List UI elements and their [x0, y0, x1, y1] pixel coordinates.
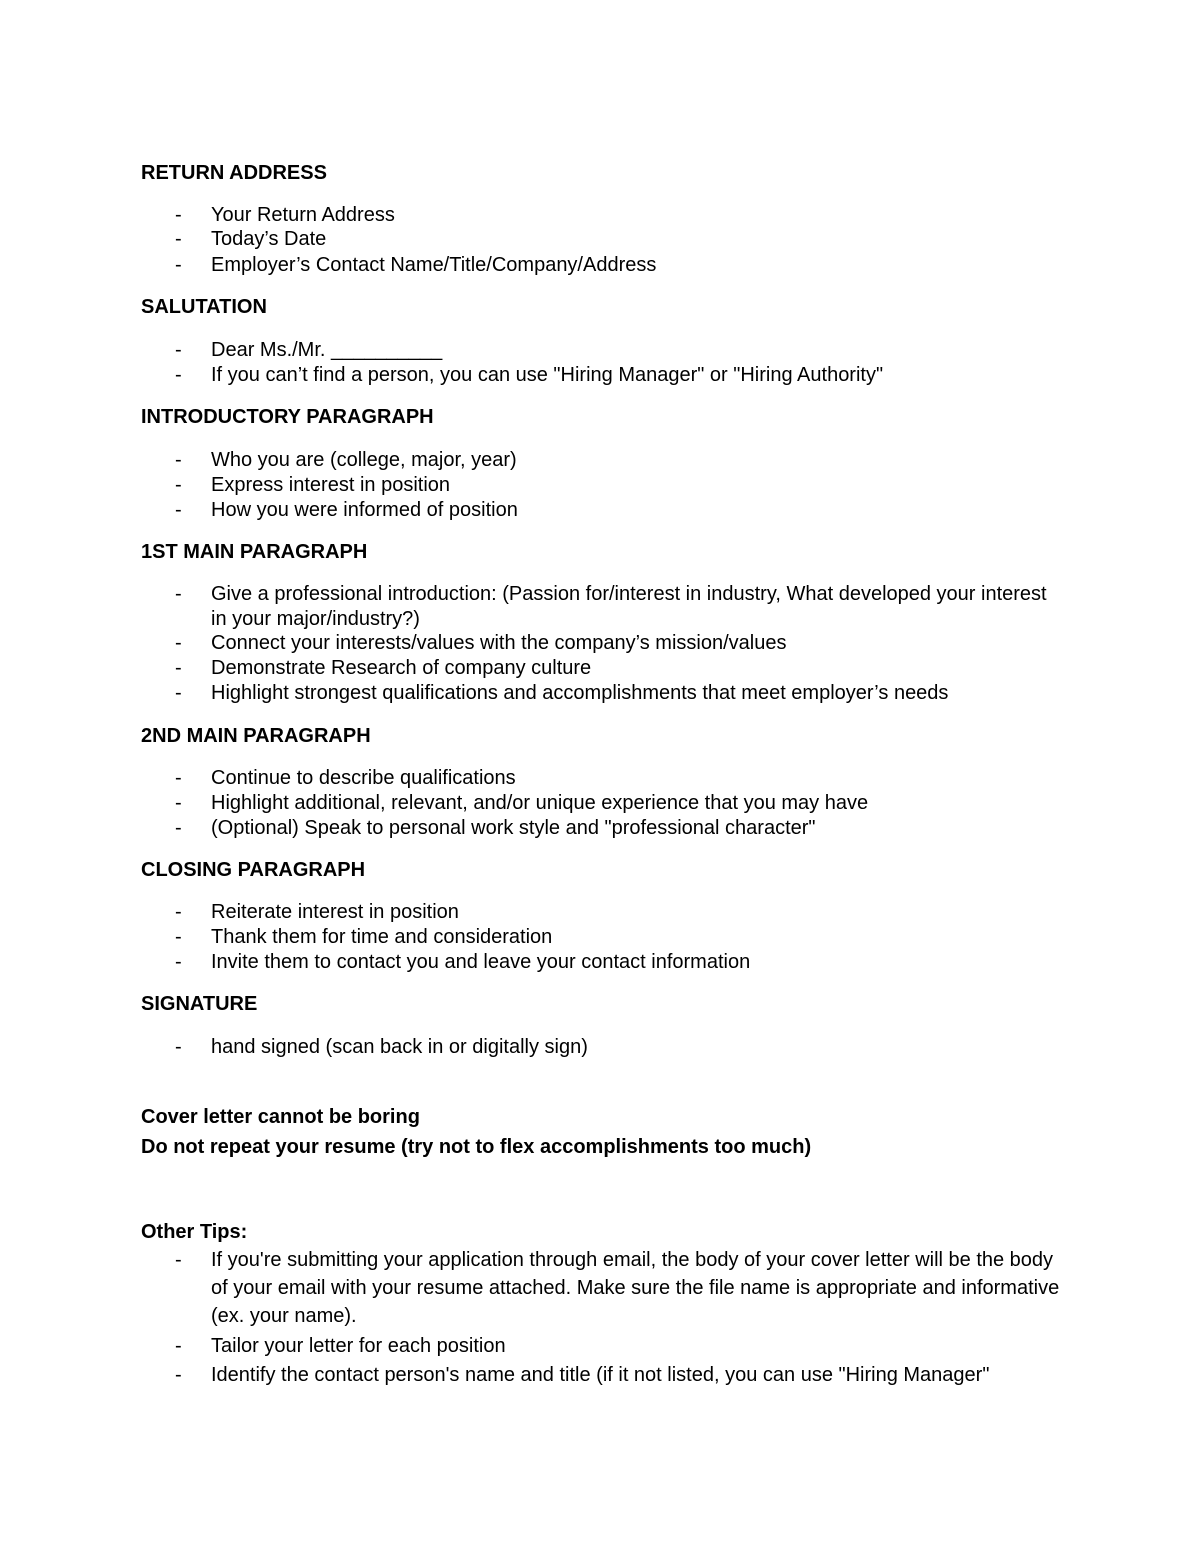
list-item-text: Who you are (college, major, year) [211, 449, 517, 471]
list-item-text: If you can’t find a person, you can use "Hiring Manager" or "Hiring Authority" [211, 364, 884, 386]
list-item-text: Express interest in position [211, 474, 451, 496]
bullet-dash: - [175, 254, 182, 276]
bullet-dash: - [175, 682, 182, 704]
bullet-dash: - [175, 1364, 182, 1386]
list-item-text: Your Return Address [211, 204, 395, 226]
bullet-dash: - [175, 364, 182, 386]
bullet-dash: - [175, 1335, 182, 1357]
list-item-text: Identify the contact person's name and title (if it not listed, you can use "Hiring Manager" [211, 1364, 990, 1386]
list-item-text: Dear Ms./Mr. __________ [211, 339, 443, 361]
section-heading-signature: SIGNATURE [141, 993, 258, 1015]
bullet-dash: - [175, 926, 182, 948]
list-item-text: Demonstrate Research of company culture [211, 657, 592, 679]
list-item-text: Highlight additional, relevant, and/or unique experience that you may have [211, 792, 869, 814]
bullet-dash: - [175, 767, 182, 789]
bullet-dash: - [175, 901, 182, 923]
list-item-text: Tailor your letter for each position [211, 1335, 506, 1357]
bullet-dash: - [175, 951, 182, 973]
list-item-text: Connect your interests/values with the company’s mission/values [211, 632, 787, 654]
bullet-dash: - [175, 1249, 182, 1271]
bullet-dash: - [175, 228, 182, 250]
bullet-dash: - [175, 657, 182, 679]
section-heading-return-address: RETURN ADDRESS [141, 162, 327, 184]
list-item-text: If you're submitting your application through email, the body of your cover letter will be the body of your email with your resume attached. Make sure the file name is appropriate and informative (ex. your name). [211, 1249, 1060, 1327]
list-item-text: Highlight strongest qualifications and accomplishments that meet employer’s needs [211, 682, 949, 704]
bullet-dash: - [175, 817, 182, 839]
list-item-text: Reiterate interest in position [211, 901, 459, 923]
section-heading-closing-paragraph: CLOSING PARAGRAPH [141, 859, 366, 881]
section-heading-salutation: SALUTATION [141, 296, 267, 318]
list-item-text: How you were informed of position [211, 499, 518, 521]
list-item-text: Employer’s Contact Name/Title/Company/Address [211, 254, 657, 276]
emphasis-line: Cover letter cannot be boring [141, 1106, 420, 1128]
bullet-dash: - [175, 339, 182, 361]
bullet-dash: - [175, 474, 182, 496]
list-item-text: Thank them for time and consideration [211, 926, 553, 948]
bullet-dash: - [175, 583, 182, 605]
list-item-text: Invite them to contact you and leave your contact information [211, 951, 751, 973]
bullet-dash: - [175, 1036, 182, 1058]
section-heading-introductory-paragraph: INTRODUCTORY PARAGRAPH [141, 406, 434, 428]
bullet-dash: - [175, 792, 182, 814]
bullet-dash: - [175, 449, 182, 471]
bullet-dash: - [175, 632, 182, 654]
emphasis-line: Do not repeat your resume (try not to flex accomplishments too much) [141, 1136, 812, 1158]
section-heading-second-main-paragraph: 2ND MAIN PARAGRAPH [141, 725, 371, 747]
list-item-text: Today’s Date [211, 228, 327, 250]
list-item-text: Continue to describe qualifications [211, 767, 516, 789]
bullet-dash: - [175, 499, 182, 521]
tips-heading: Other Tips: [141, 1221, 248, 1243]
list-item-text: hand signed (scan back in or digitally sign) [211, 1036, 588, 1058]
list-item-text: Give a professional introduction: (Passion for/interest in industry, What developed your interest in your major/industry?) [211, 583, 1047, 630]
list-item-text: (Optional) Speak to personal work style and "professional character" [211, 817, 816, 839]
bullet-dash: - [175, 204, 182, 226]
section-heading-first-main-paragraph: 1ST MAIN PARAGRAPH [141, 541, 368, 563]
